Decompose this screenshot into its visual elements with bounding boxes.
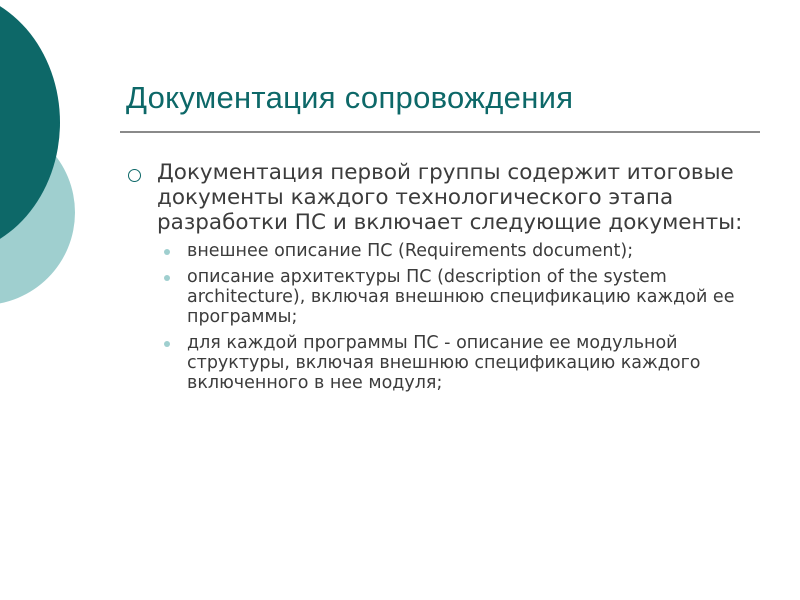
sub-bullet-item xyxy=(164,241,768,261)
sub-bullet-text: описание архитектуры ПС (description of the system architecture), включая внешнюю спецификацию каждой ее программы; xyxy=(187,267,735,327)
sub-bullet-item xyxy=(164,267,768,327)
slide-title: Документация сопровождения xyxy=(126,80,574,115)
title-divider xyxy=(120,131,760,133)
hollow-circle-bullet-icon xyxy=(128,169,141,182)
main-bullet-item xyxy=(128,160,768,235)
slide-content xyxy=(128,160,768,399)
dot-bullet-icon xyxy=(164,275,170,281)
main-bullet-text: Документация первой группы содержит итоговые документы каждого технологического этапа разработки ПС и включает следующие документы: xyxy=(157,160,743,235)
sub-bullet-item xyxy=(164,333,768,393)
sub-bullet-text: для каждой программы ПС - описание ее модульной структуры, включая внешнюю спецификацию каждого включенного в нее модуля; xyxy=(187,333,701,393)
sub-bullet-text: внешнее описание ПС (Requirements document); xyxy=(187,241,634,261)
dot-bullet-icon xyxy=(164,249,170,255)
sub-bullet-list xyxy=(128,241,768,393)
dot-bullet-icon xyxy=(164,341,170,347)
